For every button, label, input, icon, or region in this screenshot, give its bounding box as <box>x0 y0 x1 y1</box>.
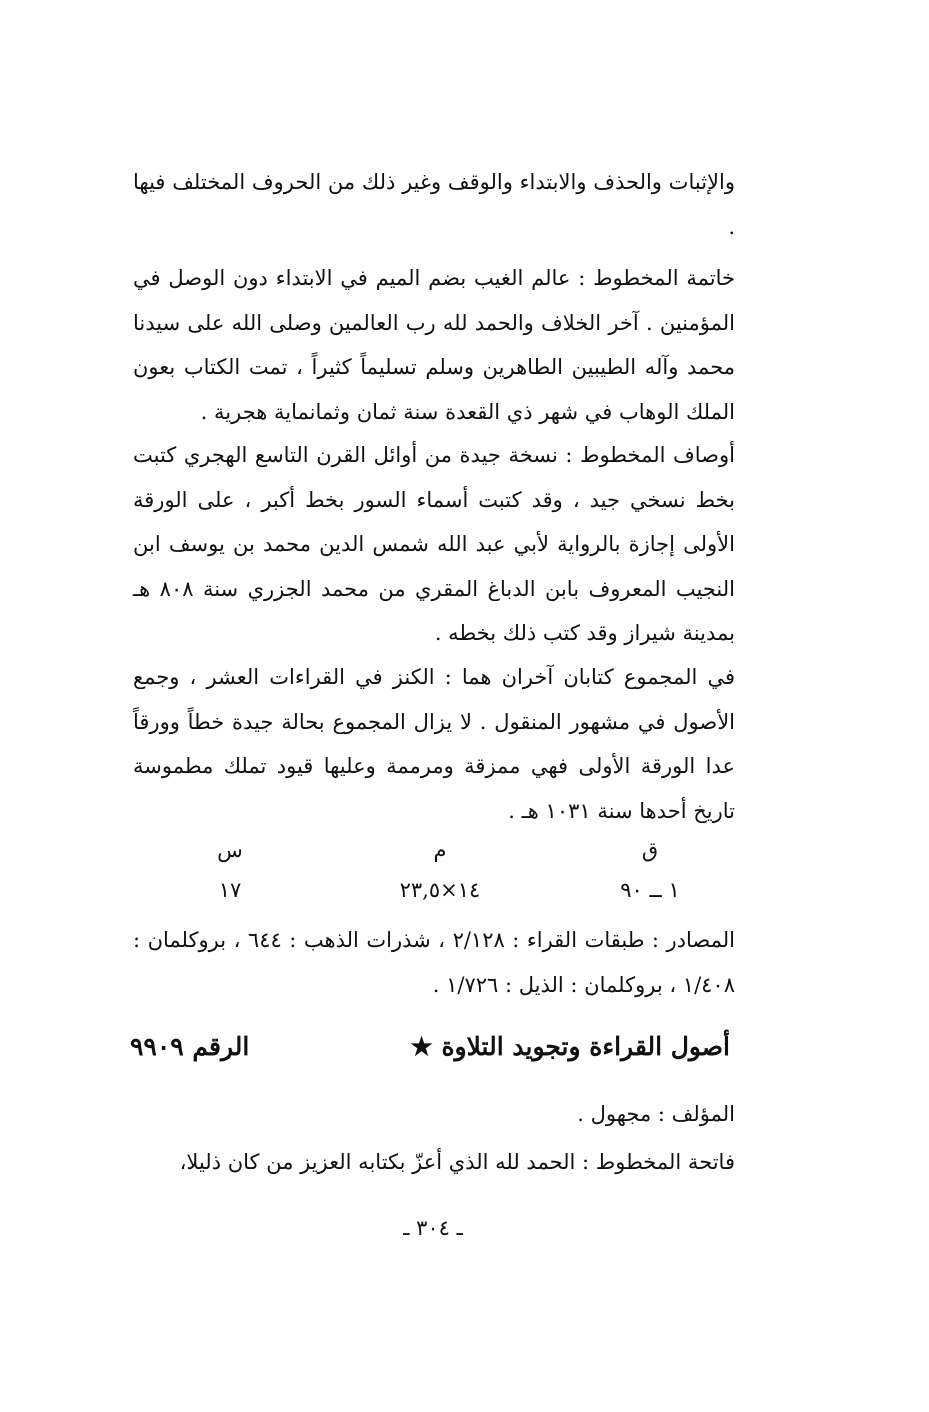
page-number: ـ ٣٠٤ ـ <box>403 1216 463 1240</box>
paragraph-continuation: والإثبات والحذف والابتداء والوقف وغير ذلك من الحروف المختلف فيها . <box>133 170 735 239</box>
spec-column-dimensions <box>370 830 510 910</box>
spec-header-m: م <box>433 838 447 862</box>
entry-opening: فاتحة المخطوط : الحمد لله الذي أعزّ بكتابه العزيز من كان ذليلا، <box>179 1150 735 1174</box>
manuscript-specs-table <box>160 830 720 910</box>
paragraph-sources: المصادر : طبقات القراء : ٢/١٢٨ ، شذرات الذهب : ٦٤٤ ، بروكلمان : ١/٤٠٨ ، بروكلمان : الذيل : ١/٧٢٦ . <box>133 928 736 997</box>
spec-column-folios <box>580 830 720 910</box>
paragraph-manuscript-description: أوصاف المخطوط : نسخة جيدة من أوائل القرن التاسع الهجري كتبت بخط نسخي جيد ، وقد كتبت أسماء السور بخط أكبر ، على الورقة الأولى إجازة بالرواية لأبي عبد الله شمس الدين محمد بن يوسف ابن النجيب المعروف بابن الدباغ المقري من محمد الجزري سنة ٨٠٨ هـ بمدينة شيراز وقد كتب ذلك بخطه . <box>133 443 735 645</box>
entry-title: أصول القراءة وتجويد التلاوة ★ <box>410 1032 730 1061</box>
spec-header-q: ق <box>641 838 659 862</box>
spec-header-s: س <box>217 838 243 862</box>
spec-value-m: ١٤×٢٣,٥ <box>399 878 481 902</box>
entry-author: المؤلف : مجهول . <box>577 1102 735 1126</box>
paragraph-manuscript-ending: خاتمة المخطوط : عالم الغيب بضم الميم في الابتداء دون الوصل في المؤمنين . آخر الخلاف والحمد لله رب العالمين وصلى الله على سيدنا محمد وآله الطيبين الطاهرين وسلم تسليماً كثيراً ، تمت الكتاب بعون الملك الوهاب في شهر ذي القعدة سنة ثمان وثمانماية هجرية . <box>133 266 735 424</box>
entry-heading <box>130 1022 730 1072</box>
entry-number: الرقم ٩٩٠٩ <box>130 1032 250 1061</box>
spec-value-s: ١٧ <box>218 878 242 902</box>
spec-column-lines <box>160 830 300 910</box>
spec-value-q: ١ ــ ٩٠ <box>620 878 680 902</box>
paragraph-collection-note: في المجموع كتابان آخران هما : الكنز في القراءات العشر ، وجمع الأصول في مشهور المنقول . لا يزال المجموع بحالة جيدة خطاً وورقاً عدا الورقة الأولى فهي ممزقة ومرممة وعليها قيود تملك مطموسة تاريخ أحدها سنة ١٠٣١ هـ . <box>133 665 735 823</box>
